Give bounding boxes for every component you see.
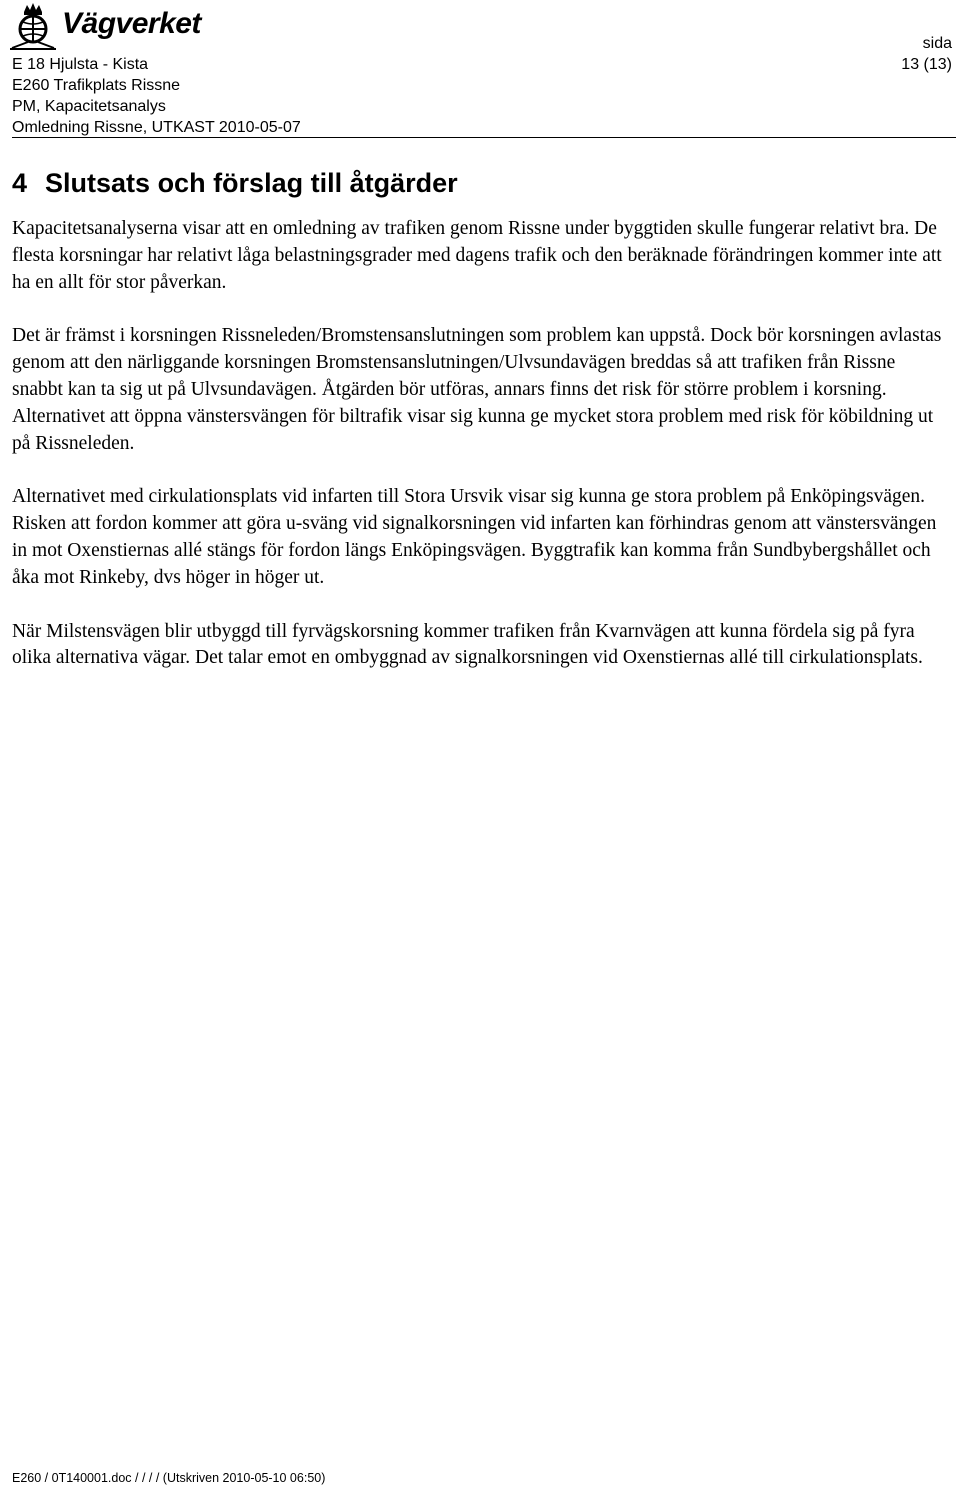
page-label: sida — [922, 35, 952, 52]
subproject-name: E260 Trafikplats Rissne — [12, 77, 181, 94]
page-header — [0, 0, 960, 140]
section-heading — [12, 166, 942, 200]
document-info — [12, 54, 301, 138]
project-name: E 18 Hjulsta - Kista — [12, 56, 149, 73]
document-type: PM, Kapacitetsanalys — [12, 98, 166, 115]
footer-file-info: E260 / 0T140001.doc / / / / (Utskriven 2010-05-10 06:50) — [12, 1471, 326, 1485]
paragraph: Alternativet med cirkulationsplats vid infarten till Stora Ursvik visar sig kunna ge stora problem på Enköpingsvägen. Risken att fordon kommer att göra u-sväng vid signalkorsningen vid infarten kan förhindras genom att vänstersvängen in mot Oxenstiernas allé stängs för fordon längs Enköpingsvägen. Byggtrafik kan komma från Sundbybergshållet och åka mot Rinkeby, dvs höger in höger ut. — [12, 486, 937, 588]
page-number: 13 (13) — [901, 56, 952, 73]
document-status: Omledning Rissne, UTKAST 2010-05-07 — [12, 119, 301, 136]
header-divider — [12, 137, 956, 138]
swedish-crown-emblem-icon — [8, 2, 58, 50]
page-footer — [12, 1470, 325, 1486]
paragraph: När Milstensvägen blir utbyggd till fyrvägskorsning kommer trafiken från Kvarnvägen att kunna fördela sig på fyra olika alternativa vägar. Det talar emot en ombyggnad av signalkorsningen vid Oxenstiernas allé till cirkulationsplats. — [12, 620, 923, 669]
paragraph: Kapacitetsanalyserna visar att en omledning av trafiken genom Rissne under byggtiden skulle fungerar relativt bra. De flesta korsningar har relativt låga belastningsgrader med dagens trafik och den beräknade förändringen kommer inte att ha en allt för stor påverkan. — [12, 218, 942, 293]
main-content — [12, 166, 942, 699]
page-indicator — [901, 33, 952, 75]
section-title: Slutsats och förslag till åtgärder — [45, 168, 458, 198]
section-number: 4 — [12, 168, 28, 198]
vagverket-logo — [8, 2, 218, 50]
paragraph: Det är främst i korsningen Rissneleden/Bromstensanslutningen som problem kan uppstå. Dock bör korsningen avlastas genom att den närliggande korsningen Bromstensanslutningen/Ulvsundavägen breddas så att trafiken från Rissne snabbt kan ta sig ut på Ulvsundavägen. Åtgärden bör utföras, annars finns det risk för större problem i korsning. Alternativet att öppna vänstersvängen för biltrafik visar sig kunna ge mycket stora problem med risk för köbildning ut på Rissneleden. — [12, 325, 942, 454]
logo-wordmark: Vägverket — [62, 7, 201, 40]
